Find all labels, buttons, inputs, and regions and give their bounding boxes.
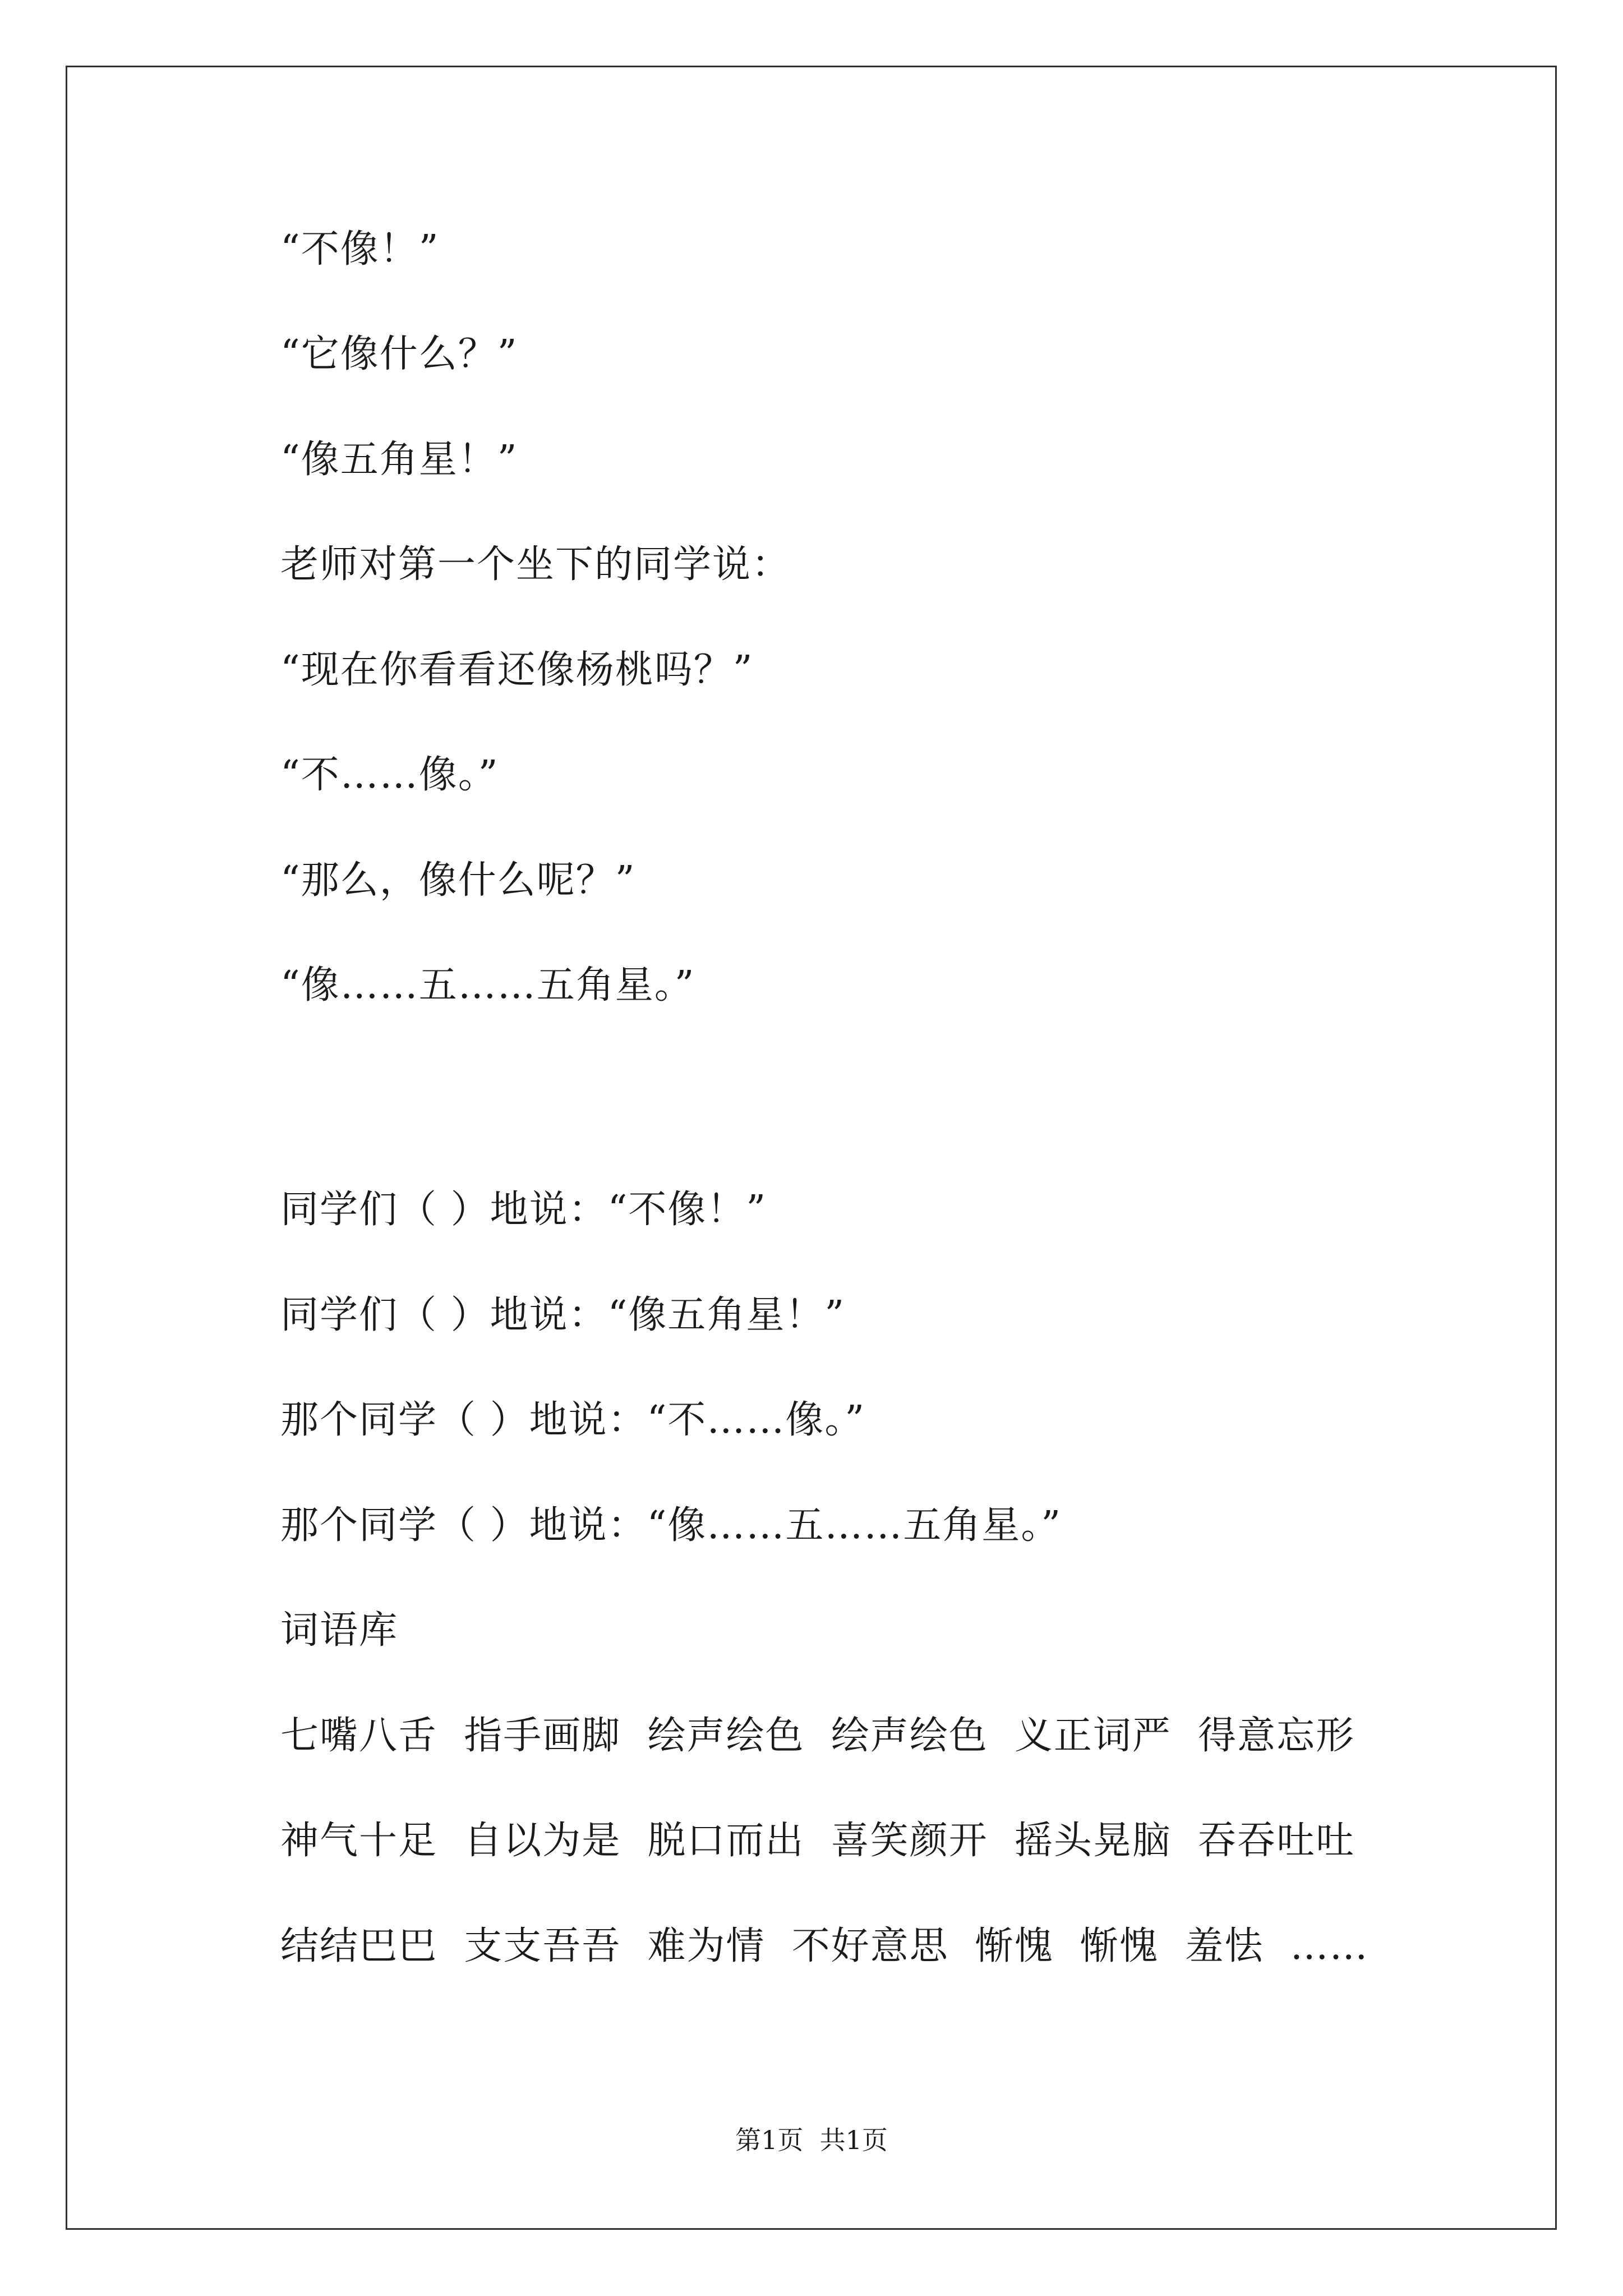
- page-footer: 第1页 共1页: [735, 2125, 888, 2155]
- word-bank-title: 词语库: [280, 1608, 399, 1653]
- dialogue-line: “像……五……五角星。”: [280, 963, 695, 1007]
- exercise-line: 同学们（ ）地说：“不像！”: [280, 1188, 767, 1232]
- dialogue-line: “像五角星！”: [280, 438, 518, 482]
- page-border: [66, 66, 1557, 2230]
- dialogue-line: “不……像。”: [280, 753, 499, 797]
- exercise-line: 那个同学（ ）地说：“不……像。”: [280, 1398, 866, 1442]
- exercise-line: 那个同学（ ）地说：“像……五……五角星。”: [280, 1503, 1062, 1548]
- word-bank-row: 神气十足 自以为是 脱口而出 喜笑颜开 摇头晃脑 吞吞吐吐: [280, 1819, 1355, 1863]
- dialogue-line: “现在你看看还像杨桃吗？”: [280, 648, 754, 692]
- word-bank-row: 七嘴八舌 指手画脚 绘声绘色 绘声绘色 义正词严 得意忘形: [280, 1714, 1355, 1758]
- dialogue-line: “那么，像什么呢？”: [280, 858, 636, 903]
- dialogue-line: “不像！”: [280, 227, 440, 272]
- word-bank-row: 结结巴巴 支支吾吾 难为情 不好意思 惭愧 惭愧 羞怯 ……: [280, 1924, 1369, 1968]
- exercise-line: 同学们（ ）地说：“像五角星！”: [280, 1293, 846, 1337]
- dialogue-line: “它像什么？”: [280, 332, 518, 376]
- dialogue-line: 老师对第一个坐下的同学说：: [280, 542, 791, 587]
